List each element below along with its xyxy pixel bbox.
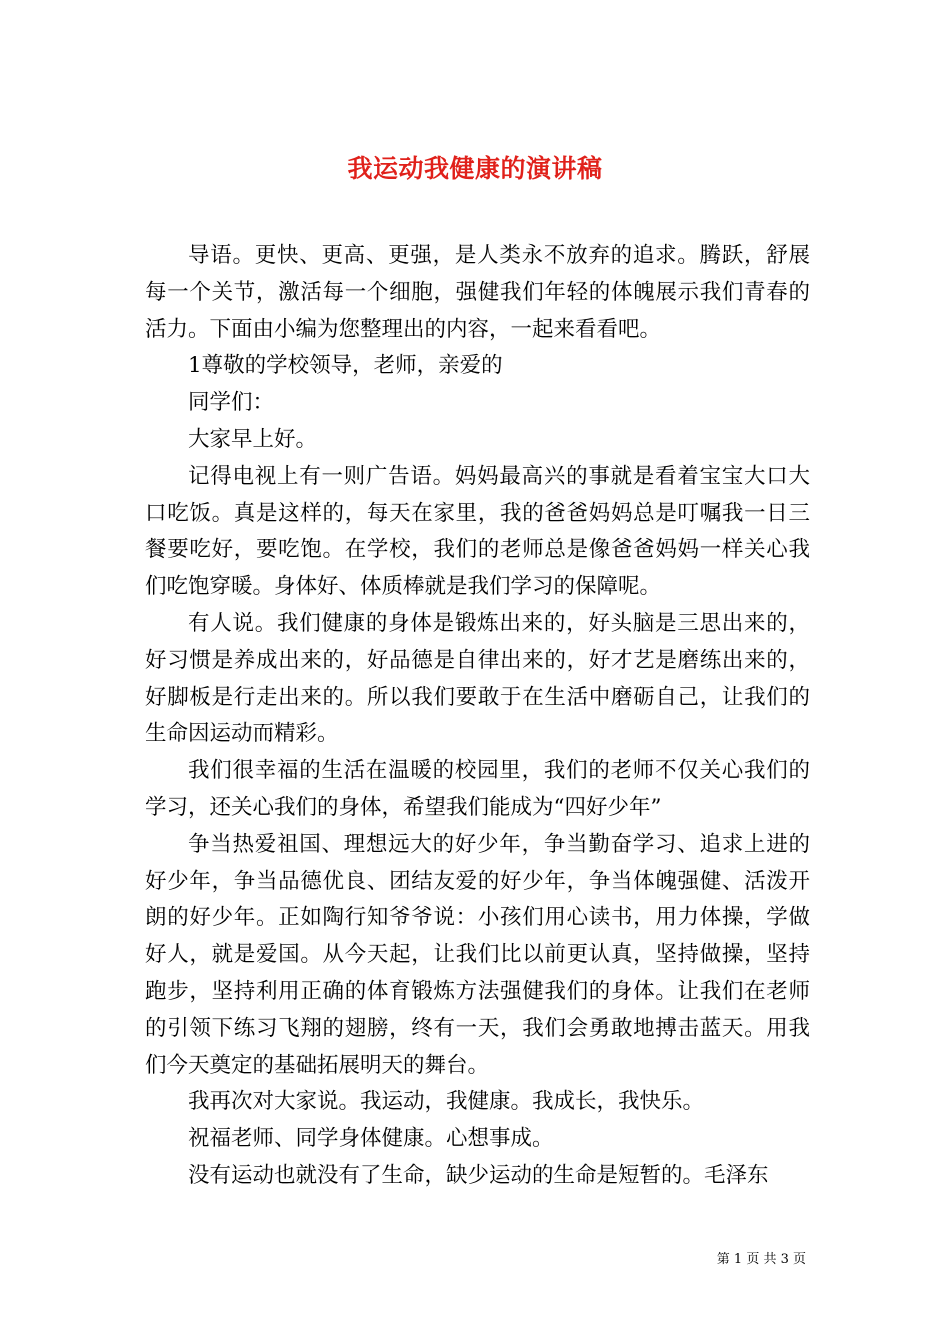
paragraph: 没有运动也就没有了生命，缺少运动的生命是短暂的。毛泽东 — [188, 1162, 769, 1188]
page-number: 第 1 页 共 3 页 — [716, 1252, 806, 1267]
document-body — [145, 238, 810, 1195]
paragraph-salutation: 1尊敬的学校领导，老师，亲爱的 — [188, 353, 503, 379]
paragraph: 争当热爱祖国、理想远大的好少年，争当勤奋学习、追求上进的好少年，争当品德优良、团结友爱的好少年，争当体魄强健、活泼开朗的好少年。正如陶行知爷爷说：小孩们用心读书，用力体操，学做好人，就是爱国。从今天起，让我们比以前更认真，坚持做操，坚持跑步，坚持利用正确的体育锻炼方法强健我们的身体。让我们在老师的引领下练习飞翔的翅膀，终有一天，我们会勇敢地搏击蓝天。用我们今天奠定的基础拓展明天的舞台。 — [145, 831, 810, 1078]
paragraph: 记得电视上有一则广告语。妈妈最高兴的事就是看着宝宝大口大口吃饭。真是这样的，每天在家里，我的爸爸妈妈总是叮嘱我一日三餐要吃好，要吃饱。在学校，我们的老师总是像爸爸妈妈一样关心我们吃饱穿暖。身体好、体质棒就是我们学习的保障呢。 — [145, 463, 810, 600]
paragraph: 祝福老师、同学身体健康。心想事成。 — [188, 1126, 554, 1152]
paragraph-classmates: 同学们： — [188, 390, 275, 416]
page-title: 我运动我健康的演讲稿 — [347, 153, 603, 183]
paragraph: 我们很幸福的生活在温暖的校园里，我们的老师不仅关心我们的学习，还关心我们的身体，希望我们能成为“四好少年” — [145, 758, 810, 820]
paragraph: 我再次对大家说。我运动，我健康。我成长，我快乐。 — [188, 1089, 705, 1115]
paragraph-greeting: 大家早上好。 — [188, 426, 318, 452]
paragraph-intro: 导语。更快、更高、更强，是人类永不放弃的追求。腾跃，舒展每一个关节，激活每一个细胞，强健我们年轻的体魄展示我们青春的活力。下面由小编为您整理出的内容，一起来看看吧。 — [145, 243, 810, 342]
paragraph: 有人说。我们健康的身体是锻炼出来的，好头脑是三思出来的，好习惯是养成出来的，好品德是自律出来的，好才艺是磨练出来的，好脚板是行走出来的。所以我们要敢于在生活中磨砺自己，让我们的生命因运动而精彩。 — [145, 610, 810, 747]
